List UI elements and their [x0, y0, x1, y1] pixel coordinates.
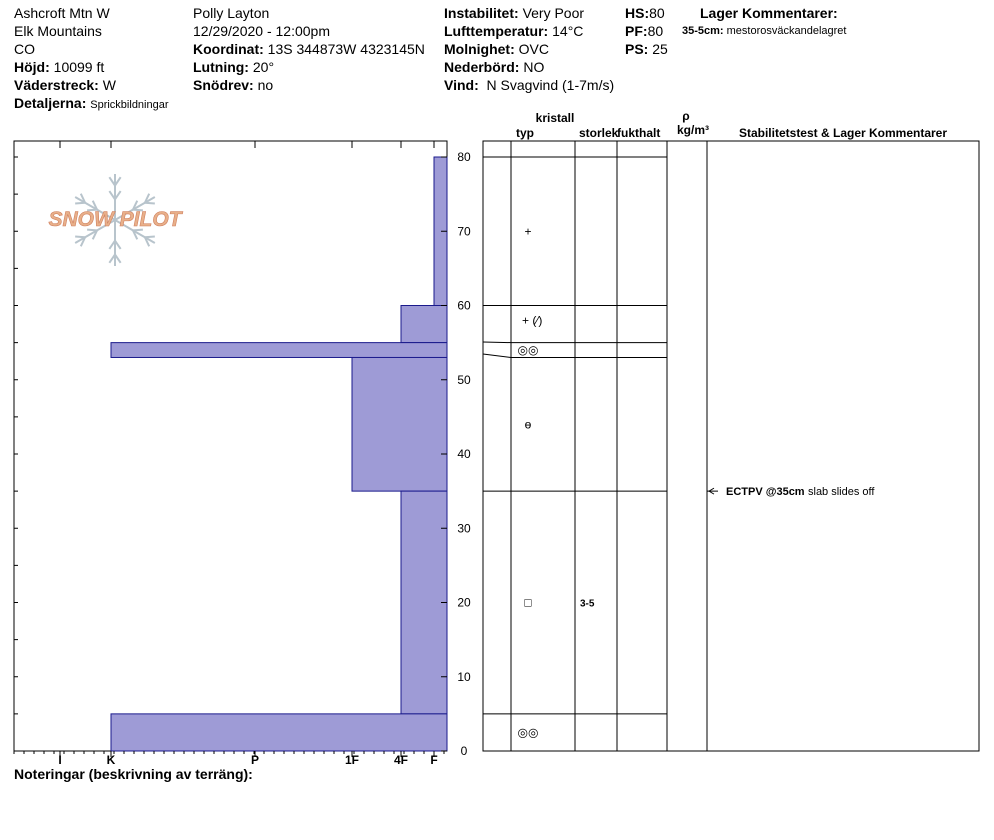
hardness-tick-K: K: [106, 753, 116, 767]
crystal-type-5: ◎◎: [517, 725, 539, 740]
depth-label-20: 20: [457, 595, 471, 610]
crystal-type-1: + (⁄): [522, 313, 543, 328]
layer-table-frame: [483, 141, 979, 751]
layer-comments-title: Lager Kommentarer:: [700, 5, 838, 21]
crystal-type-3: ɵ: [524, 417, 532, 432]
depth-label-10: 10: [457, 669, 471, 684]
slope: Lutning: 20°: [193, 59, 275, 75]
hardness-bar-4: [401, 491, 447, 714]
snow-drift: Snödrev: no: [193, 77, 274, 93]
hardness-tick-4F: 4F: [393, 753, 409, 767]
layer-comment: 35-5cm: mestorosväckandelagret: [682, 25, 847, 37]
hardness-bar-1: [401, 306, 447, 343]
column-moisture: fukthalt: [617, 126, 661, 140]
depth-label-60: 60: [457, 298, 471, 313]
hardness-bar-5: [111, 714, 447, 751]
depth-label-70: 70: [457, 224, 471, 239]
stability-test-comment-0: slab slides off: [808, 486, 875, 499]
snowpilot-logo: [49, 174, 184, 266]
coordinates: Koordinat: 13S 344873W 4323145N: [193, 41, 425, 57]
state: CO: [14, 41, 35, 57]
crystal-type-2: ◎◎: [517, 343, 539, 358]
depth-label-50: 50: [457, 372, 471, 387]
hardness-tick-P: P: [250, 753, 260, 767]
column-crystal: kristall: [535, 111, 575, 125]
mountain-range: Elk Mountains: [14, 23, 102, 39]
column-density: kg/m³: [676, 123, 710, 137]
depth-label-40: 40: [457, 447, 471, 461]
cloud-cover: Molnighet: OVC: [444, 41, 549, 57]
column-stability: Stabilitetstest & Lager Kommentarer: [738, 126, 948, 140]
notes-label: Noteringar (beskrivning av terräng):: [14, 766, 253, 782]
hardness-bar-2: [111, 343, 447, 358]
column-rho: ρ: [682, 109, 690, 123]
details: Detaljerna: Sprickbildningar: [14, 95, 169, 111]
height-of-snow: HS:80: [625, 5, 665, 21]
depth-label-0: 0: [460, 744, 468, 758]
wind: Vind: N Svagvind (1-7m/s): [444, 77, 615, 93]
elevation: Höjd: 10099 ft: [14, 59, 105, 75]
observer: Polly Layton: [193, 5, 270, 21]
stability-test-0: ECTPV @35cm: [726, 486, 805, 499]
hardness-tick-1F: 1F: [344, 753, 360, 767]
column-type: typ: [516, 126, 534, 140]
penetration-ski: PS: 25: [625, 41, 668, 57]
air-temperature: Lufttemperatur: 14°C: [444, 23, 584, 39]
snowpilot-logo-text: SNOW PILOT: [48, 208, 182, 231]
penetration-foot: PF:80: [625, 23, 664, 39]
aspect: Väderstreck: W: [14, 77, 116, 93]
precipitation: Nederbörd: NO: [444, 59, 545, 75]
location-name: Ashcroft Mtn W: [14, 5, 110, 21]
depth-label-30: 30: [457, 521, 471, 536]
instability: Instabilitet: Very Poor: [444, 5, 585, 21]
column-size: storlek: [579, 126, 619, 140]
hardness-bar-3: [352, 357, 447, 491]
crystal-type-4: □: [524, 595, 532, 610]
crystal-size-4: 3-5: [580, 598, 595, 610]
hardness-tick-I: I: [58, 753, 62, 767]
hardness-tick-F: F: [430, 753, 438, 767]
crystal-type-0: +: [524, 224, 532, 239]
depth-label-80: 80: [457, 150, 471, 164]
observation-datetime: 12/29/2020 - 12:00pm: [193, 23, 330, 39]
